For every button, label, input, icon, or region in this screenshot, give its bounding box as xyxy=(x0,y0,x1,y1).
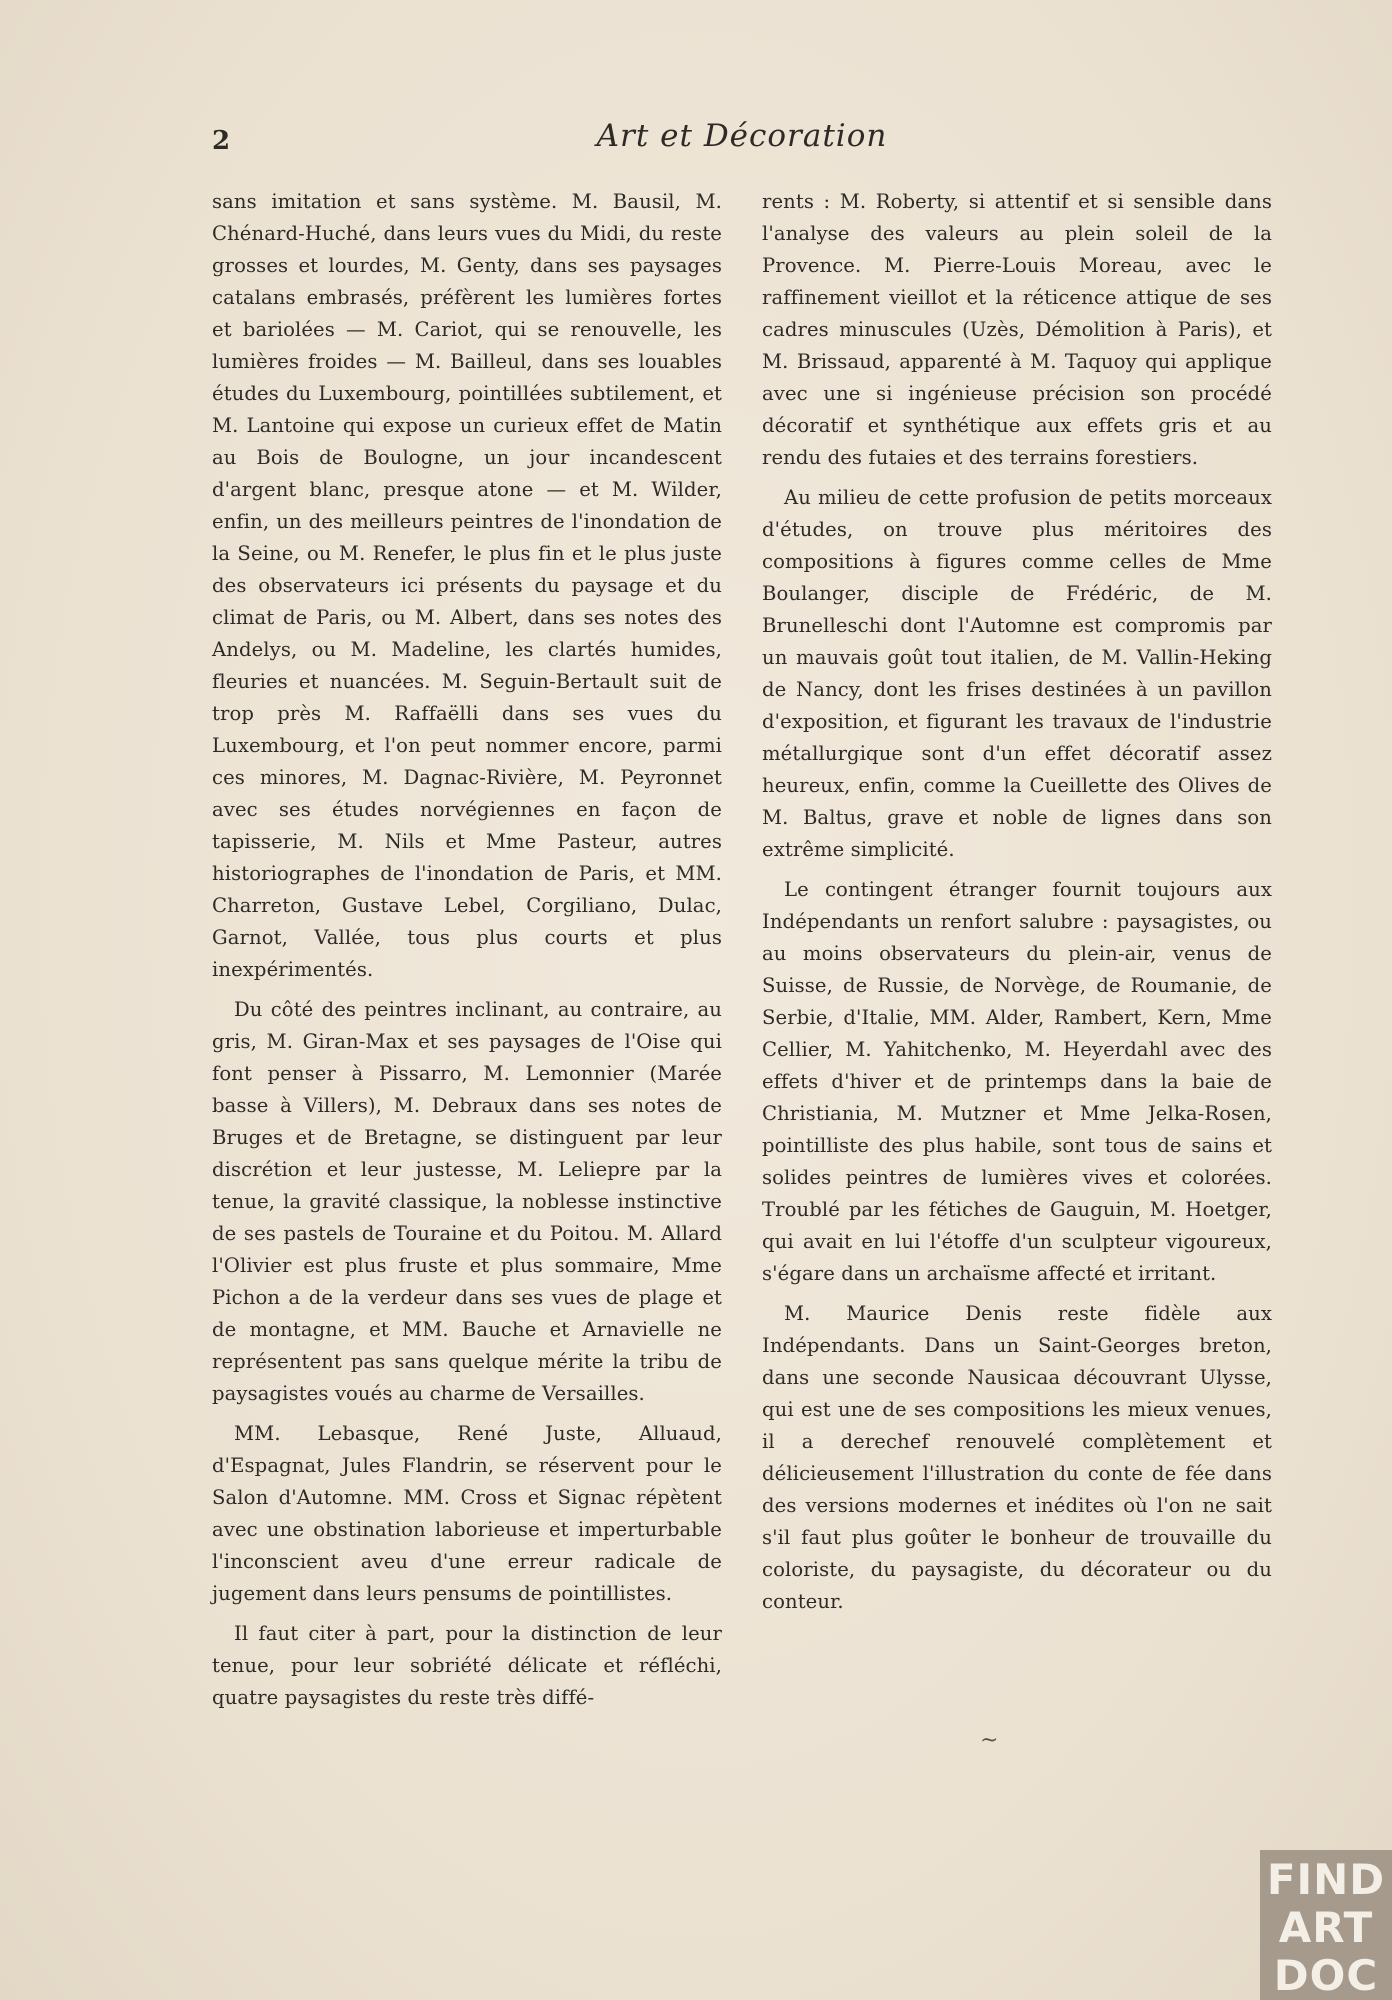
paragraph: rents : M. Roberty, si attentif et si sensible dans l'analyse des valeurs au plein soleil de la Provence. M. Pierre-Louis Moreau, avec le raffinement vieillot et la réticence attique de ses cadres minuscules (Uzès, Démolition à Paris), et M. Brissaud, apparenté à M. Taquoy qui applique avec une si ingénieuse précision son procédé décoratif et synthétique aux effets gris et au rendu des futaies et des terrains forestiers. xyxy=(762,190,1272,469)
end-ornament: ~ xyxy=(980,1728,999,1753)
watermark-line: FIND xyxy=(1266,1855,1386,1904)
page-number: 2 xyxy=(212,126,232,156)
right-column xyxy=(762,186,1272,1766)
paragraph: MM. Lebasque, René Juste, Alluaud, d'Espagnat, Jules Flandrin, se réservent pour le Salon d'Automne. MM. Cross et Signac répètent avec une obstination laborieuse et imperturbable l'inconscient aveu d'une erreur radicale de jugement dans leurs pensums de pointillistes. xyxy=(212,1422,722,1605)
paragraph: Au milieu de cette profusion de petits morceaux d'études, on trouve plus méritoires des compositions à figures comme celles de Mme Boulanger, disciple de Frédéric, de M. Brunelleschi dont l'Automne est compromis par un mauvais goût tout italien, de M. Vallin-Heking de Nancy, dont les frises destinées à un pavillon d'exposition, et figurant les travaux de l'industrie métallurgique sont d'un effet décoratif assez heureux, enfin, comme la Cueillette des Olives de M. Baltus, grave et noble de lignes dans son extrême simplicité. xyxy=(762,486,1272,861)
paragraph: Il faut citer à part, pour la distinction de leur tenue, pour leur sobriété délicate et réfléchi, quatre paysagistes du reste très diffé- xyxy=(212,1622,722,1709)
running-title: Art et Décoration xyxy=(596,118,888,154)
paragraph: M. Maurice Denis reste fidèle aux Indépendants. Dans un Saint-Georges breton, dans une seconde Nausicaa découvrant Ulysse, qui est une de ses compositions les mieux venues, il a derechef renouvelé complètement et délicieusement l'illustration du conte de fée dans des versions modernes et inédites où l'on ne sait s'il faut plus goûter le bonheur de trouvaille du coloriste, du paysagiste, du décorateur ou du conteur. xyxy=(762,1302,1272,1613)
text-columns xyxy=(212,186,1272,1766)
watermark-line: DOC xyxy=(1273,1951,1379,2000)
findartdoc-watermark xyxy=(1260,1850,1392,2000)
paragraph: Du côté des peintres inclinant, au contraire, au gris, M. Giran-Max et ses paysages de l'Oise qui font penser à Pissarro, M. Lemonnier (Marée basse à Villers), M. Debraux dans ses notes de Bruges et de Bretagne, se distinguent par leur discrétion et leur justesse, M. Leliepre par la tenue, la gravité classique, la noblesse instinctive de ses pastels de Touraine et du Poitou. M. Allard l'Olivier est plus fruste et plus sommaire, Mme Pichon a de la verdeur dans ses vues de plage et de montagne, et MM. Bauche et Arnavielle ne représentent pas sans quelque mérite la tribu de paysagistes voués au charme de Versailles. xyxy=(212,998,722,1405)
left-column xyxy=(212,186,722,1766)
page-header xyxy=(212,118,1272,164)
watermark-line: ART xyxy=(1278,1903,1374,1952)
paragraph: Le contingent étranger fournit toujours aux Indépendants un renfort salubre : paysagistes, ou au moins observateurs du plein-air, venus de Suisse, de Russie, de Norvège, de Roumanie, de Serbie, d'Italie, MM. Alder, Rambert, Kern, Mme Cellier, M. Yahitchenko, M. Heyerdahl avec des effets d'hiver et de printemps dans la baie de Christiania, M. Mutzner et Mme Jelka-Rosen, pointilliste des plus habile, sont tous de sains et solides peintres de lumières vives et colorées. Troublé par les fétiches de Gauguin, M. Hoetger, qui avait en lui l'étoffe d'un sculpteur vigoureux, s'égare dans un archaïsme affecté et irritant. xyxy=(762,878,1272,1285)
paragraph: sans imitation et sans système. M. Bausil, M. Chénard-Huché, dans leurs vues du Midi, du reste grosses et lourdes, M. Genty, dans ses paysages catalans embrasés, préfèrent les lumières fortes et bariolées — M. Cariot, qui se renouvelle, les lumières froides — M. Bailleul, dans ses louables études du Luxembourg, pointillées subtilement, et M. Lantoine qui expose un curieux effet de Matin au Bois de Boulogne, un jour incandescent d'argent blanc, presque atone — et M. Wilder, enfin, un des meilleurs peintres de l'inondation de la Seine, ou M. Renefer, le plus fin et le plus juste des observateurs ici présents du paysage et du climat de Paris, ou M. Albert, dans ses notes des Andelys, ou M. Madeline, les clartés humides, fleuries et nuancées. M. Seguin-Bertault suit de trop près M. Raffaëlli dans ses vues du Luxembourg, et l'on peut nommer encore, parmi ces minores, M. Dagnac-Rivière, M. Peyronnet avec ses études norvégiennes en façon de tapisserie, M. Nils et Mme Pasteur, autres historiographes de l'inondation de Paris, et MM. Charreton, Gustave Lebel, Corgiliano, Dulac, Garnot, Vallée, tous plus courts et plus inexpérimentés. xyxy=(212,190,722,981)
